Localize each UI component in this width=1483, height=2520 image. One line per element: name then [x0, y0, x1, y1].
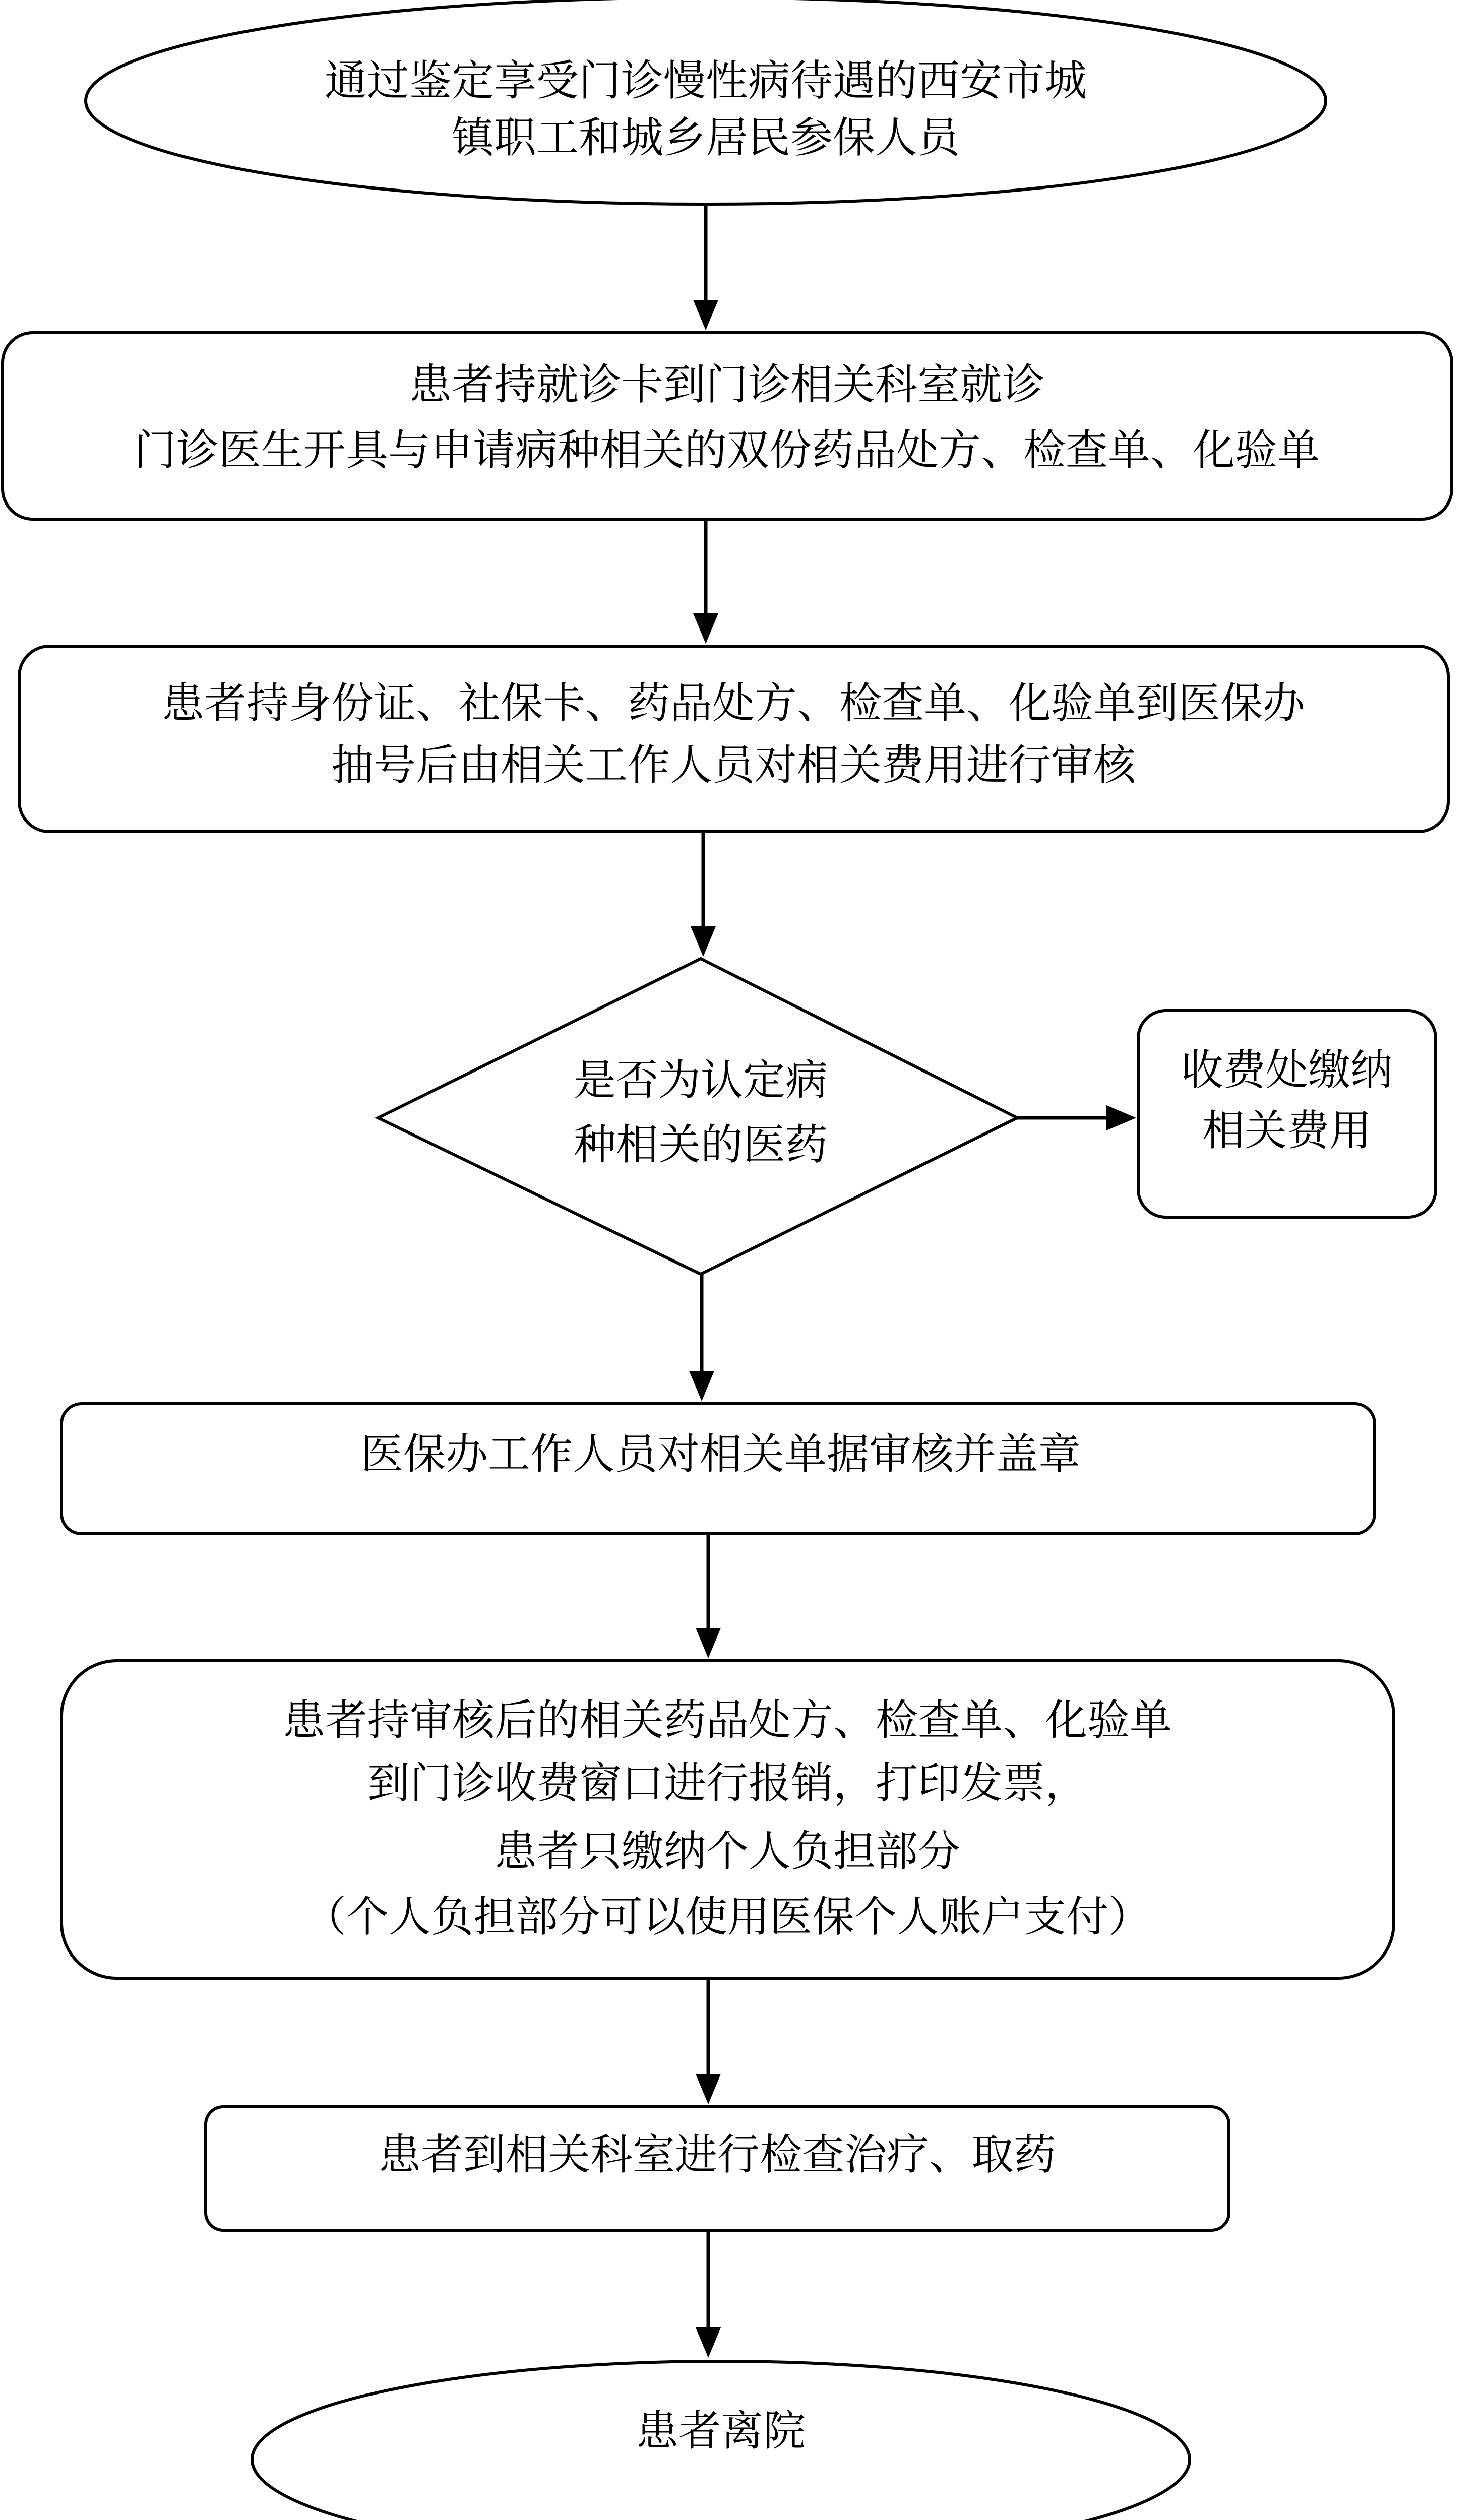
arrow-step4-to-step5 [696, 1978, 721, 2104]
arrow-decision-to-side [1017, 1105, 1136, 1130]
arrow-decision-to-step3 [689, 1274, 714, 1401]
step2-text-line-2: 抽号后由相关工作人员对相关费用进行审核 [331, 740, 1136, 790]
step1-text-line-1: 患者持就诊卡到门诊相关科室就诊 [409, 360, 1045, 409]
side-text-line-1: 收费处缴纳 [1181, 1045, 1393, 1095]
step5-text-line-1: 患者到相关科室进行检查治疗、取药 [378, 2130, 1057, 2179]
arrow-step3-to-step4 [696, 1534, 721, 1658]
step4-text-line-3: 患者只缴纳个人负担部分 [494, 1826, 961, 1876]
end-node [252, 2361, 1190, 2520]
step-stamp-documents [61, 1404, 1375, 1534]
arrow-step1-to-step2 [693, 519, 718, 644]
step1-text-line-2: 门诊医生开具与申请病种相关的双份药品处方、检查单、化验单 [134, 425, 1320, 475]
step3-text-line-1: 医保办工作人员对相关单据审核并盖章 [360, 1429, 1081, 1479]
decision-text-line-1: 是否为认定病 [573, 1055, 828, 1105]
side-text-line-2: 相关费用 [1202, 1106, 1372, 1155]
decision-text-line-2: 种相关的医药 [573, 1120, 828, 1169]
start-text-line-1: 通过鉴定享受门诊慢性病待遇的西安市城 [324, 56, 1087, 105]
start-text-line-2: 镇职工和城乡居民参保人员 [451, 113, 960, 162]
step4-text-line-2: 到门诊收费窗口进行报销，打印发票， [367, 1758, 1088, 1808]
arrow-step5-to-end [696, 2230, 721, 2358]
step-visit-doctor [3, 333, 1452, 519]
side-pay-fees [1138, 1011, 1436, 1217]
arrow-start-to-step1 [693, 204, 718, 330]
arrow-step2-to-decision [691, 832, 716, 957]
step4-text-line-4: （个人负担部分可以使用医保个人账户支付） [303, 1892, 1151, 1941]
decision-node [378, 959, 1017, 1274]
step-insurance-office-review [19, 646, 1448, 832]
step2-text-line-1: 患者持身份证、社保卡、药品处方、检查单、化验单到医保办 [161, 678, 1306, 728]
end-text-line-1: 患者离院 [636, 2406, 806, 2455]
start-node [86, 0, 1326, 204]
step-reimbursement [61, 1661, 1394, 1978]
step-treatment [206, 2107, 1229, 2230]
step4-text-line-1: 患者持审核后的相关药品处方、检查单、化验单 [282, 1695, 1172, 1745]
